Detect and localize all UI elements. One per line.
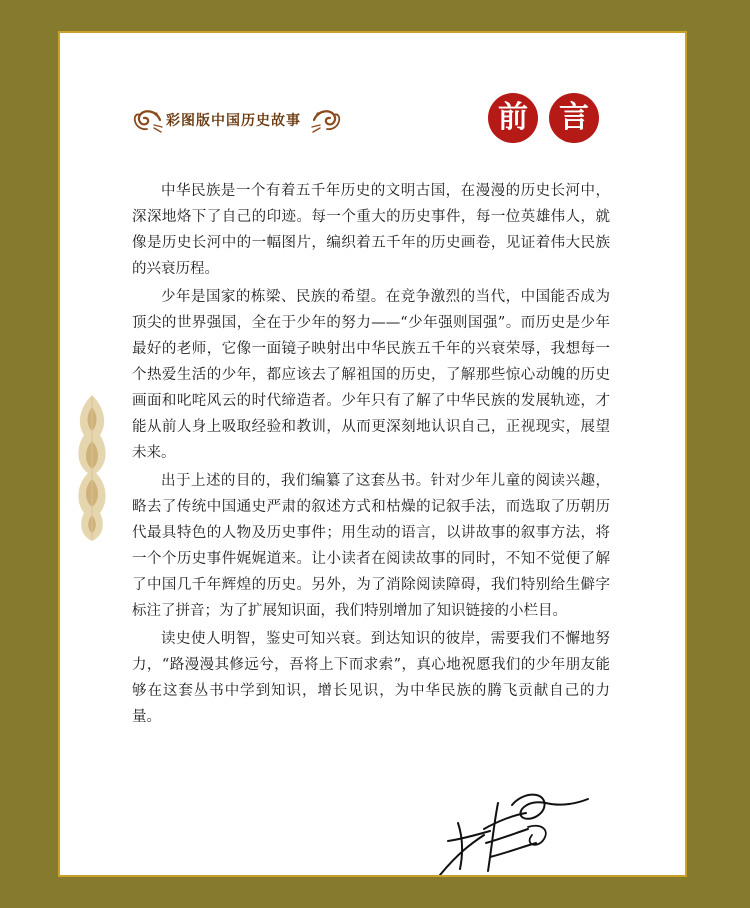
paragraph-3: 出于上述的目的，我们编纂了这套丛书。针对少年儿童的阅读兴趣，略去了传统中国通史严肃的叙述方式和枯燥的记叙手法，而选取了历朝历代最具特色的人物及历史事件；用生动的语言，以讲故事的叙事方法，将一个个历史事件娓娓道来。让小读者在阅读故事的同时，不知不觉便了解了中国几千年辉煌的历史。另外，为了消除阅读障碍，我们特别给生僻字标注了拼音；为了扩展知识面，我们特别增加了知识链接的小栏目。 bbox=[132, 473, 610, 619]
paragraph-4: 读史使人明智，鉴史可知兴衰。到达知识的彼岸，需要我们不懈地努力，“路漫漫其修远兮，吾将上下而求索”，真心地祝愿我们的少年朋友能够在这套丛书中学到知识，增长见识，为中华民族的腾飞贡献自己的力量。 bbox=[132, 631, 610, 725]
heading-seal-2: 言 bbox=[549, 93, 599, 143]
dragon-left-icon bbox=[132, 105, 164, 135]
floral-ornament-icon bbox=[74, 393, 110, 543]
paragraph-1: 中华民族是一个有着五千年历史的文明古国，在漫漫的历史长河中，深深地烙下了自己的印迹。每一个重大的历史事件，每一位英雄伟人，就像是历史长河中的一幅图片，编织着五千年的历史画卷，见证着伟大民族的兴衰历程。 bbox=[132, 183, 610, 277]
series-header bbox=[132, 105, 342, 135]
paragraph-2: 少年是国家的栋梁、民族的希望。在竞争激烈的当代，中国能否成为顶尖的世界强国，全在于少年的努力——“少年强则国强”。而历史是少年最好的老师，它像一面镜子映射出中华民族五千年的兴衰荣辱，我想每一个热爱生活的少年，都应该去了解祖国的历史，了解那些惊心动魄的历史画面和叱咤风云的时代缔造者。少年只有了解了中华民族的发展轨迹，才能从前人身上吸取经验和教训，从而更深刻地认识自己，正视现实，展望未来。 bbox=[132, 289, 610, 461]
preface-page bbox=[58, 31, 687, 877]
preface-body bbox=[132, 178, 610, 730]
author-signature bbox=[428, 783, 598, 877]
series-title: 彩图版中国历史故事 bbox=[166, 113, 301, 129]
heading-seal-1: 前 bbox=[488, 93, 538, 143]
dragon-right-icon bbox=[310, 105, 342, 135]
